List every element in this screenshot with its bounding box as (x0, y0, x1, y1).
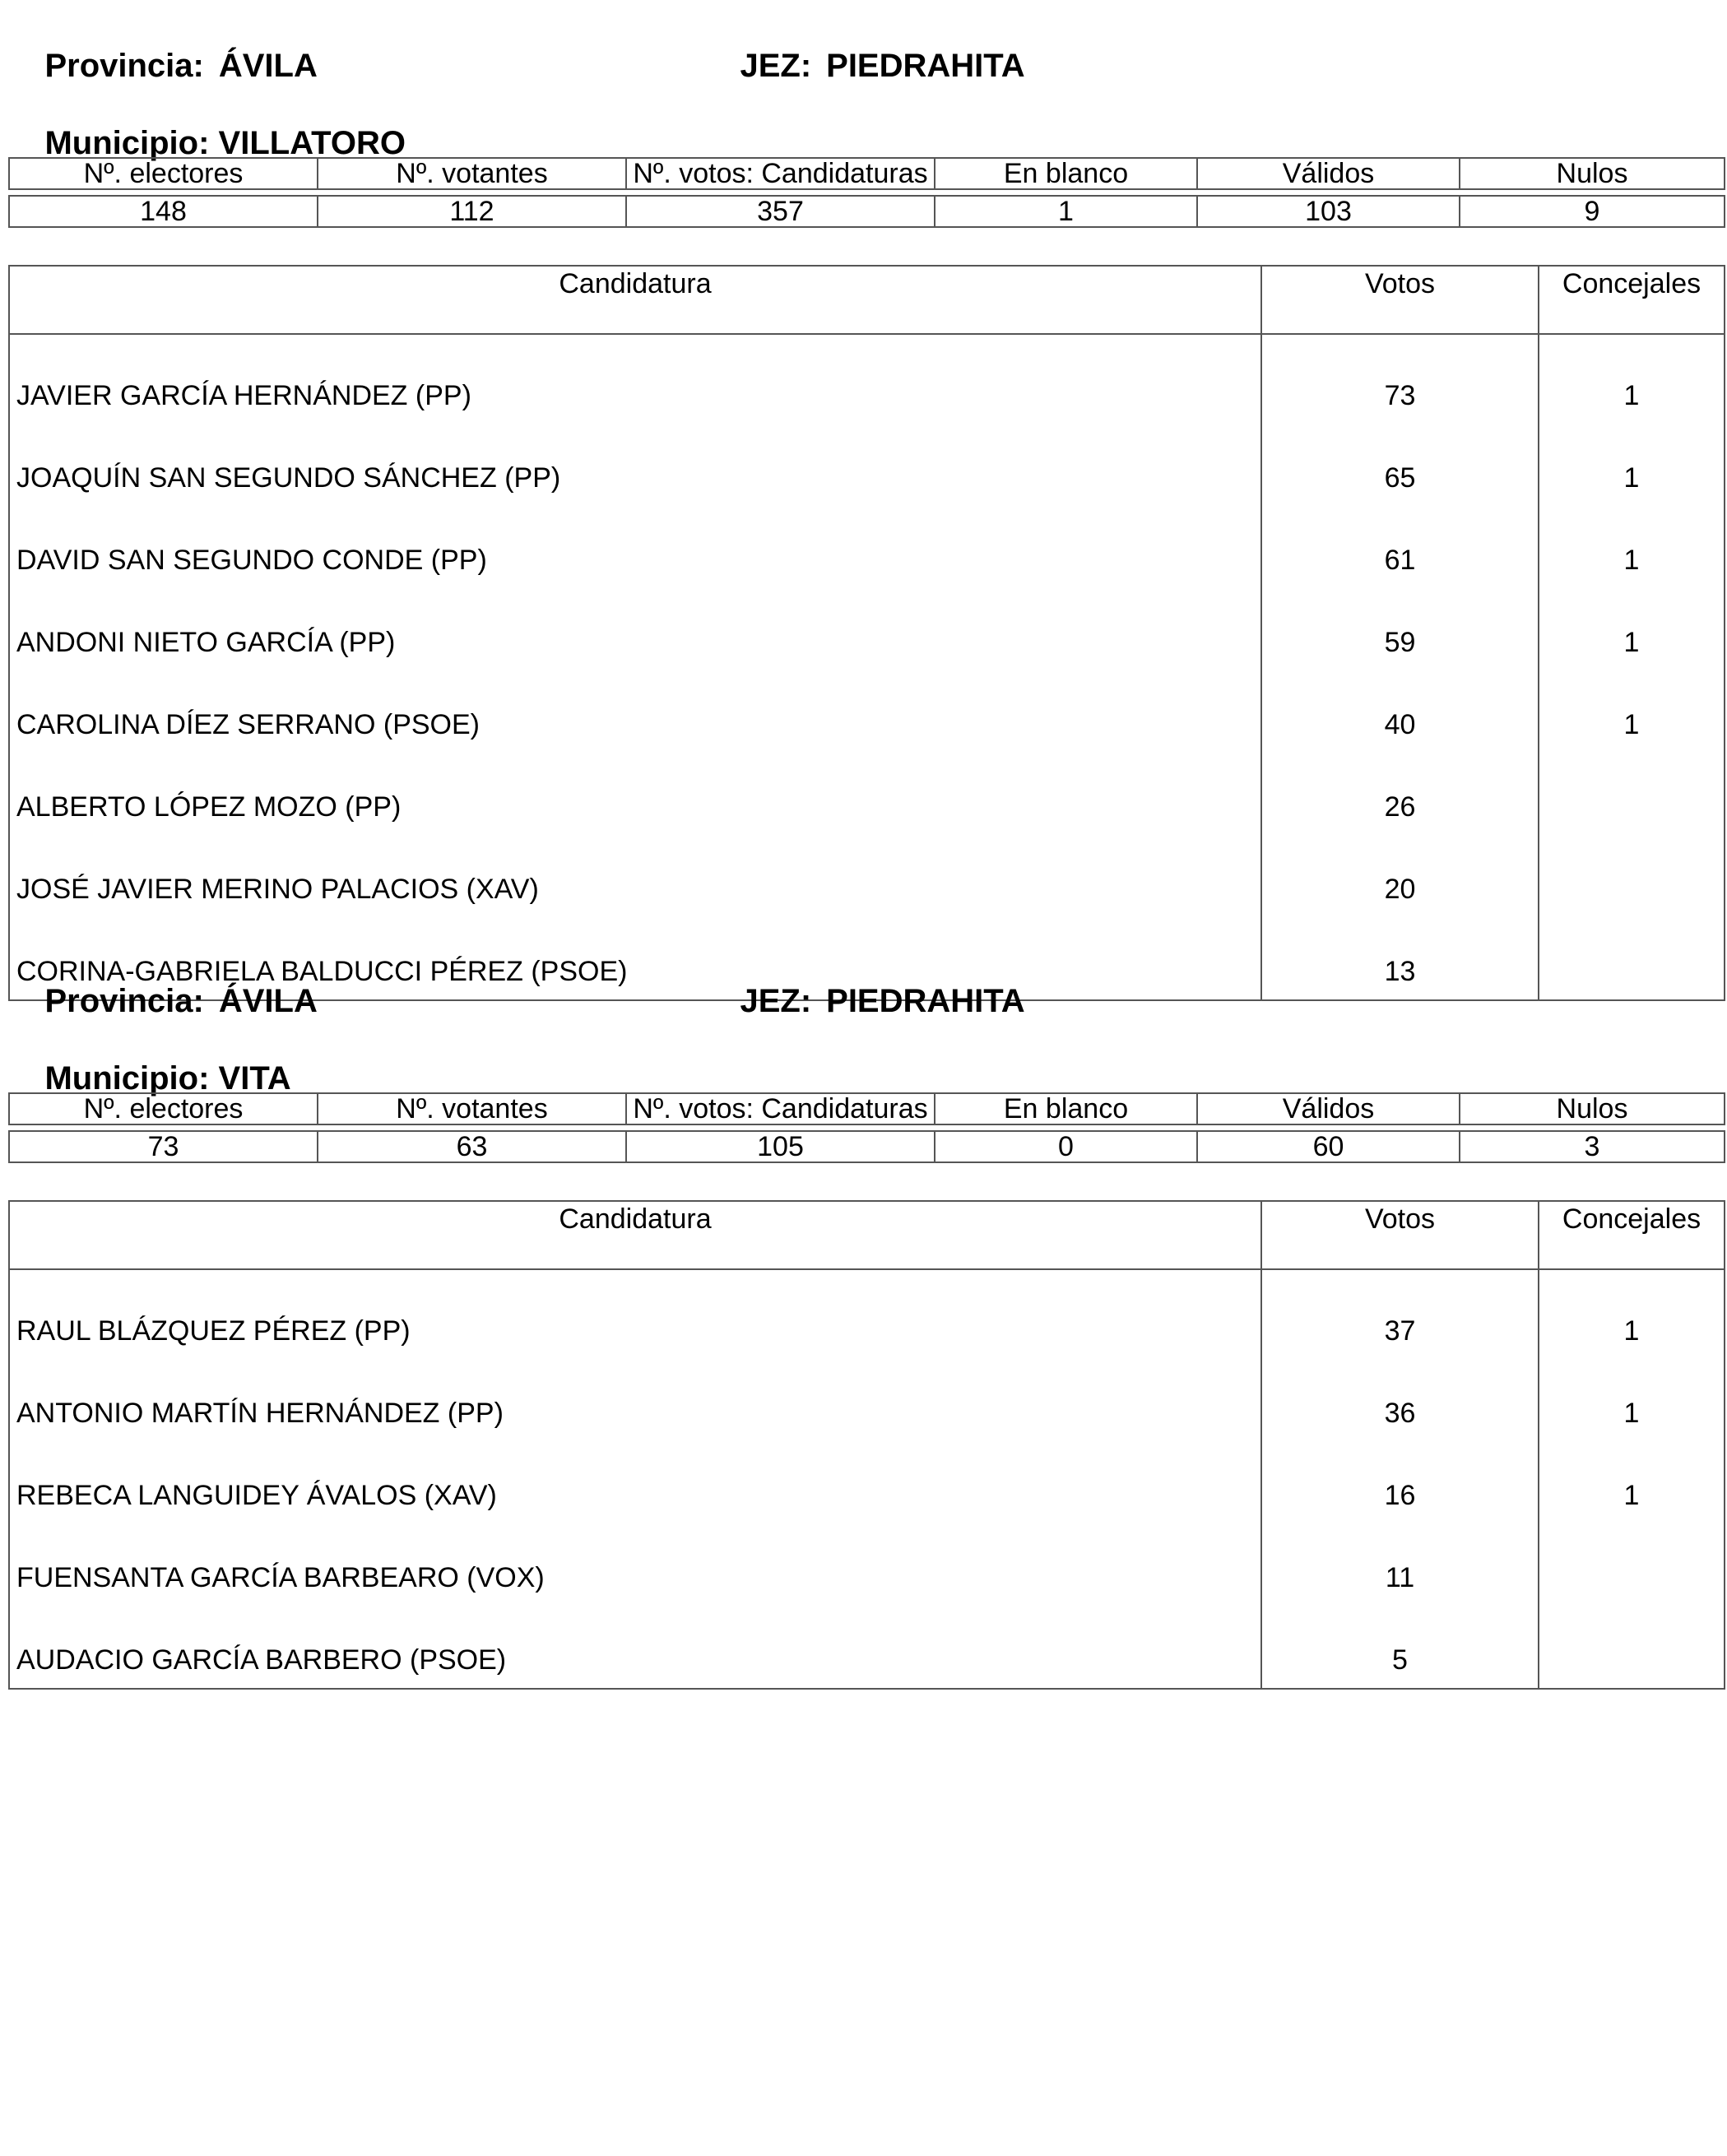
provincia-value: ÁVILA (218, 983, 318, 1019)
candidate-votos: 36 (1261, 1359, 1539, 1441)
stats-header-validos: Válidos (1197, 158, 1460, 189)
stats-value-row (9, 196, 1725, 227)
stats-header-electores: Nº. electores (9, 1093, 318, 1124)
municipio-label: Municipio: (44, 125, 210, 161)
table-row (9, 753, 1725, 835)
table-row (9, 506, 1725, 588)
stats-header-nulos: Nulos (1460, 1093, 1725, 1124)
candidate-concejales (1539, 1606, 1725, 1689)
candidate-name: FUENSANTA GARCÍA BARBEARO (VOX) (9, 1523, 1261, 1606)
provincia-label: Provincia: (44, 48, 204, 84)
candidatura-header: Candidatura (9, 266, 1261, 334)
candidate-votos: 13 (1261, 917, 1539, 1000)
candidate-votos: 26 (1261, 753, 1539, 835)
concejales-header: Concejales (1539, 1201, 1725, 1269)
concejales-header: Concejales (1539, 266, 1725, 334)
votos-header: Votos (1261, 1201, 1539, 1269)
candidate-votos: 5 (1261, 1606, 1539, 1689)
table-row (9, 1523, 1725, 1606)
stats-value-nulos: 9 (1460, 196, 1725, 227)
table-row (9, 588, 1725, 670)
municipio-value: VITA (218, 1060, 291, 1097)
candidate-concejales: 1 (1539, 1441, 1725, 1523)
municipio-label: Municipio: (44, 1060, 210, 1097)
table-row (9, 334, 1725, 424)
candidate-votos: 61 (1261, 506, 1539, 588)
stats-header-row (9, 1093, 1725, 1124)
candidates-table (8, 265, 1725, 1001)
stats-header-votos-candidaturas: Nº. votos: Candidaturas (626, 1093, 935, 1124)
table-row (9, 424, 1725, 506)
stats-value-row (9, 1131, 1725, 1162)
stats-header-row (9, 158, 1725, 189)
stats-header-electores: Nº. electores (9, 158, 318, 189)
jez-label: JEZ: (740, 983, 812, 1019)
stats-value-votos-candidaturas: 105 (626, 1131, 935, 1162)
candidate-votos: 16 (1261, 1441, 1539, 1523)
stats-table (8, 157, 1725, 228)
candidate-concejales: 1 (1539, 334, 1725, 424)
stats-value-electores: 73 (9, 1131, 318, 1162)
municipio-value: VILLATORO (218, 125, 406, 161)
table-row (9, 670, 1725, 753)
candidate-name: JAVIER GARCÍA HERNÁNDEZ (PP) (9, 334, 1261, 424)
candidate-votos: 40 (1261, 670, 1539, 753)
candidate-name: ANTONIO MARTÍN HERNÁNDEZ (PP) (9, 1359, 1261, 1441)
candidate-votos: 37 (1261, 1269, 1539, 1359)
candidate-concejales: 1 (1539, 424, 1725, 506)
stats-header-nulos: Nulos (1460, 158, 1725, 189)
jez-header (703, 942, 1025, 1060)
candidate-name: RAUL BLÁZQUEZ PÉREZ (PP) (9, 1269, 1261, 1359)
stats-header-validos: Válidos (1197, 1093, 1460, 1124)
candidate-name: REBECA LANGUIDEY ÁVALOS (XAV) (9, 1441, 1261, 1523)
votos-header: Votos (1261, 266, 1539, 334)
candidates-table (8, 1200, 1725, 1690)
jez-header (703, 7, 1025, 125)
stats-header-votos-candidaturas: Nº. votos: Candidaturas (626, 158, 935, 189)
candidate-concejales: 1 (1539, 1269, 1725, 1359)
candidate-votos: 11 (1261, 1523, 1539, 1606)
stats-value-votos-candidaturas: 357 (626, 196, 935, 227)
candidate-votos: 20 (1261, 835, 1539, 917)
stats-value-en-blanco: 1 (935, 196, 1197, 227)
provincia-value: ÁVILA (218, 48, 318, 84)
stats-header-votantes: Nº. votantes (318, 1093, 626, 1124)
table-row (9, 1269, 1725, 1359)
candidate-name: DAVID SAN SEGUNDO CONDE (PP) (9, 506, 1261, 588)
stats-header-en-blanco: En blanco (935, 158, 1197, 189)
provincia-label: Provincia: (44, 983, 204, 1019)
candidate-votos: 73 (1261, 334, 1539, 424)
candidatura-header: Candidatura (9, 1201, 1261, 1269)
candidate-name: ANDONI NIETO GARCÍA (PP) (9, 588, 1261, 670)
table-row (9, 1441, 1725, 1523)
stats-value-validos: 60 (1197, 1131, 1460, 1162)
candidate-votos: 65 (1261, 424, 1539, 506)
stats-value-nulos: 3 (1460, 1131, 1725, 1162)
municipality-section-vita (8, 935, 1724, 1676)
jez-label: JEZ: (740, 48, 812, 84)
candidate-concejales: 1 (1539, 1359, 1725, 1441)
table-row (9, 1359, 1725, 1441)
stats-table (8, 1092, 1725, 1163)
stats-header-votantes: Nº. votantes (318, 158, 626, 189)
candidate-concejales: 1 (1539, 506, 1725, 588)
candidate-name: CORINA-GABRIELA BALDUCCI PÉREZ (PSOE) (9, 917, 1261, 1000)
candidate-name: CAROLINA DÍEZ SERRANO (PSOE) (9, 670, 1261, 753)
stats-value-votantes: 63 (318, 1131, 626, 1162)
candidate-concejales: 1 (1539, 670, 1725, 753)
candidate-name: AUDACIO GARCÍA BARBERO (PSOE) (9, 1606, 1261, 1689)
candidates-header-row (9, 266, 1725, 334)
candidate-votos: 59 (1261, 588, 1539, 670)
candidate-concejales: 1 (1539, 588, 1725, 670)
stats-header-en-blanco: En blanco (935, 1093, 1197, 1124)
jez-value: PIEDRAHITA (826, 48, 1025, 84)
candidates-header-row (9, 1201, 1725, 1269)
candidate-concejales (1539, 835, 1725, 917)
stats-value-validos: 103 (1197, 196, 1460, 227)
table-row (9, 1606, 1725, 1689)
municipality-section-villatoro (8, 0, 1724, 987)
stats-value-electores: 148 (9, 196, 318, 227)
candidate-name: ALBERTO LÓPEZ MOZO (PP) (9, 753, 1261, 835)
stats-value-en-blanco: 0 (935, 1131, 1197, 1162)
jez-value: PIEDRAHITA (826, 983, 1025, 1019)
candidate-name: JOAQUÍN SAN SEGUNDO SÁNCHEZ (PP) (9, 424, 1261, 506)
table-row (9, 835, 1725, 917)
candidate-concejales (1539, 1523, 1725, 1606)
candidate-concejales (1539, 753, 1725, 835)
stats-value-votantes: 112 (318, 196, 626, 227)
candidate-name: JOSÉ JAVIER MERINO PALACIOS (XAV) (9, 835, 1261, 917)
